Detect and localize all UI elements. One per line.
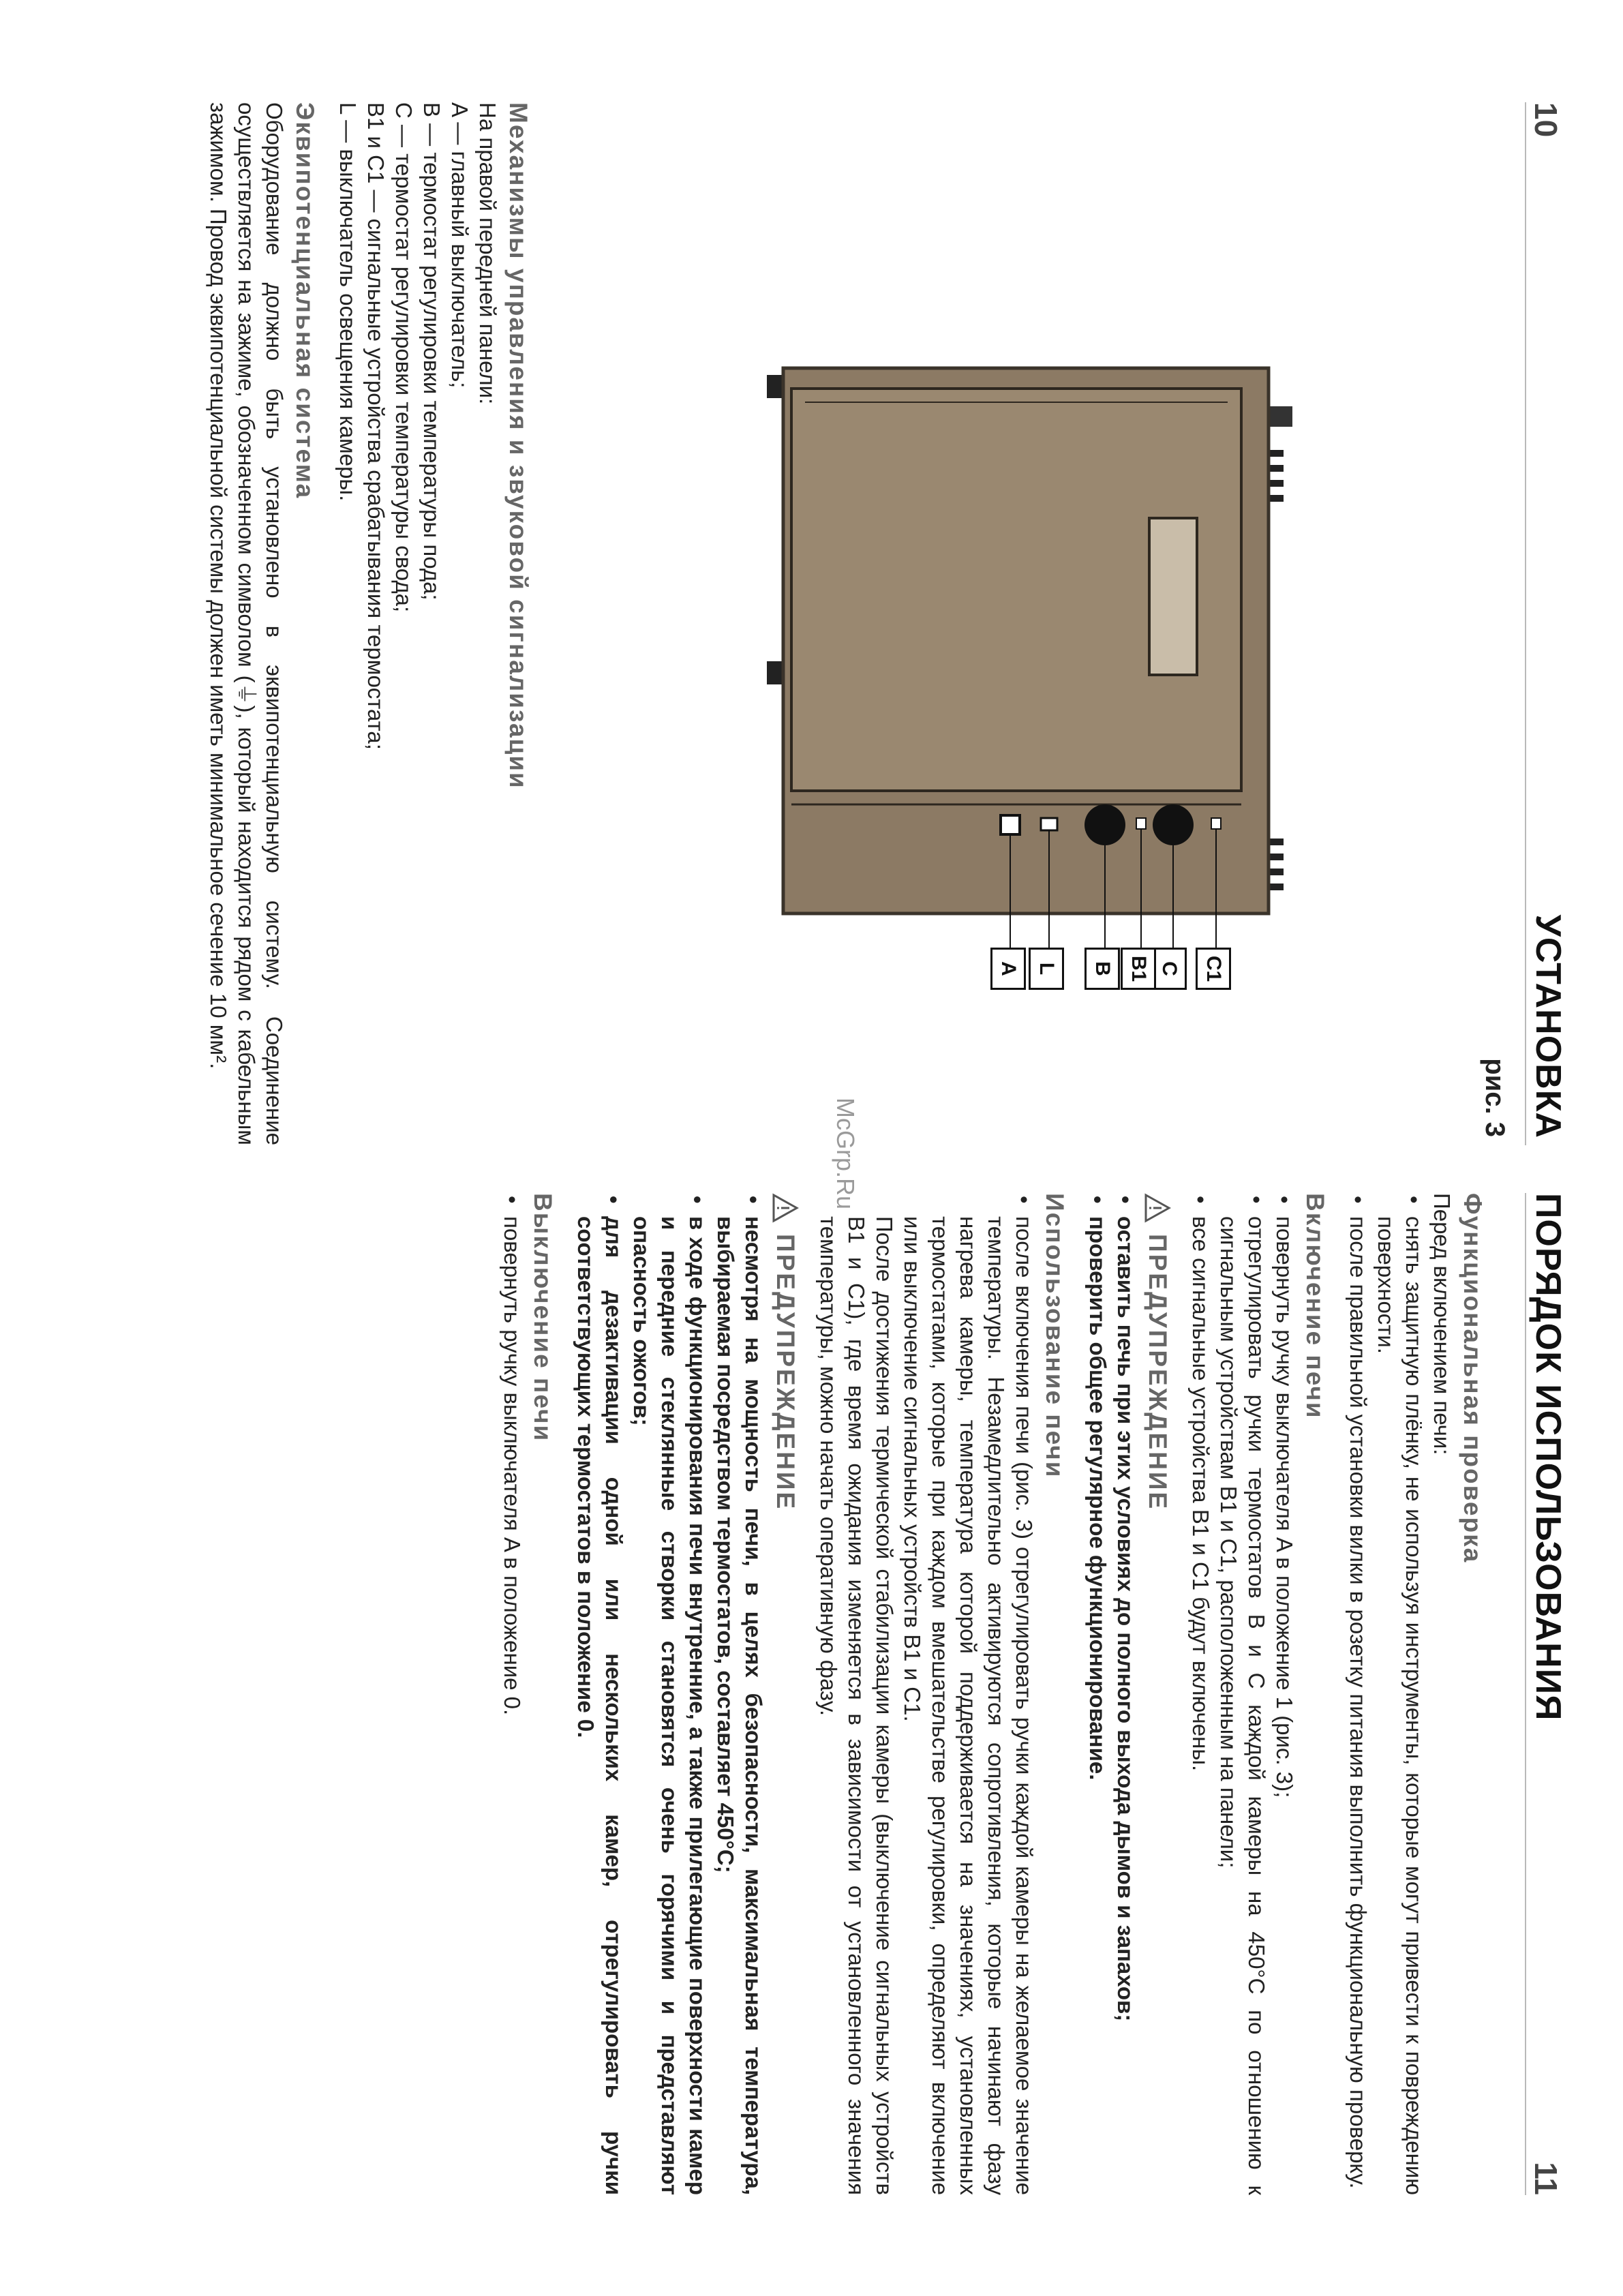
watermark: McGrp.Ru bbox=[832, 1098, 860, 1210]
switch-off-list bbox=[498, 1193, 526, 2195]
functional-check-intro: Перед включением печи: bbox=[1429, 1193, 1455, 1455]
controls-item-c: C — термостат регулировки температуры свода; bbox=[391, 102, 416, 613]
controls-intro: На правой передней панели: bbox=[475, 102, 500, 405]
list-item: • несмотря на мощность печи, в целях безопасности, максимальная температура, выбираемая посредством термостатов, составляет 450°C; bbox=[712, 1193, 768, 2195]
left-text-column bbox=[204, 102, 532, 1145]
list-item: • повернуть ручку выключателя A в положение 1 (рис. 3); bbox=[1271, 1193, 1299, 2195]
callout-b: B bbox=[1084, 948, 1120, 990]
switch-on-heading: Включение печи bbox=[1301, 1193, 1329, 1419]
thermostat-knob-b bbox=[1084, 804, 1125, 845]
list-item: • все сигнальные устройства B1 и C1 будут включены. bbox=[1187, 1193, 1215, 2195]
callout-c: C bbox=[1151, 948, 1187, 990]
list-item: • снять защитную плёнку, не используя инструменты, которые могут привести к повреждению поверхности. bbox=[1372, 1193, 1428, 2195]
figure-label: рис. 3 bbox=[1480, 1058, 1510, 1137]
controls-item-l: L — выключатель освещения камеры. bbox=[335, 102, 361, 502]
list-item: • отрегулировать ручки термостатов B и C каждой камеры на 450°C по отношению к сигнальным устройствам B1 и C1, расположенным на панели; bbox=[1215, 1193, 1271, 2195]
warning-triangle-icon bbox=[772, 1193, 800, 1223]
functional-check-list bbox=[1344, 1193, 1428, 2195]
callout-c1: C1 bbox=[1196, 948, 1231, 990]
callout-a: A bbox=[990, 948, 1026, 990]
list-item: • в ходе функционирования печи внутренние, а также прилегающие поверхности камер и передние стеклянные створки становятся очень горячими и представляют опасность ожогов; bbox=[628, 1193, 712, 2195]
switch-on-list bbox=[1187, 1193, 1299, 2195]
oven-front-diagram bbox=[614, 348, 1378, 1043]
warning-heading-1: ПРЕДУПРЕЖДЕНИЕ bbox=[1144, 1193, 1172, 2195]
callout-l: L bbox=[1029, 948, 1064, 990]
warning-heading-2: ПРЕДУПРЕЖДЕНИЕ bbox=[772, 1193, 800, 2195]
controls-item-a: A — главный выключатель; bbox=[447, 102, 472, 389]
warning-list-1 bbox=[1084, 1193, 1140, 2195]
right-text-column bbox=[498, 1193, 1487, 2195]
usage-paragraph: После достижения термической стабилизации камеры (выключение сигнальных устройств B1 и C1), где время ожидания изменяется в зависимости от установленного значения температуры, можно начать оперативную фазу. bbox=[816, 1216, 897, 2195]
light-switch bbox=[1041, 818, 1057, 830]
list-item: • для дезактивации одной или нескольких камер, отрегулировать ручки соответствующих термостатов в положение 0. bbox=[572, 1193, 628, 2195]
usage-heading: Использование печи bbox=[1041, 1193, 1069, 1479]
warning-list-2 bbox=[572, 1193, 768, 2195]
indicator-b1 bbox=[1136, 818, 1146, 829]
list-item: • оставить печь при этих условиях до полного выхода дымов и запахов; bbox=[1112, 1193, 1140, 2195]
indicator-c1 bbox=[1211, 818, 1221, 829]
list-item: • проверить общее регулярное функционирование. bbox=[1084, 1193, 1112, 2195]
equipotential-text: Оборудование должно быть установлено в эквипотенциальную систему. Соединение осуществляется на зажиме, обозначенном символом (⏚), который находится рядом с кабельным зажимом. Провод эквипотенциальной системы должен иметь минимальное сечение 10 мм². bbox=[206, 102, 287, 1145]
thermostat-knob-c bbox=[1153, 804, 1194, 845]
page-number-right: 11 bbox=[1528, 2162, 1564, 2195]
callout-b1: B1 bbox=[1121, 948, 1156, 990]
usage-list bbox=[898, 1193, 1038, 2195]
section-title-left: УСТАНОВКА bbox=[1528, 914, 1568, 1138]
header-rule-left bbox=[1525, 102, 1526, 1145]
list-item: • после правильной установки вилки в розетку питания выполнить функциональную проверку. bbox=[1344, 1193, 1372, 2195]
controls-item-b1-c1: B1 и C1 — сигнальные устройства срабатывания термостата; bbox=[363, 102, 389, 750]
controls-item-b: B — термостат регулировки температуры пода; bbox=[419, 102, 444, 601]
equipotential-heading: Эквипотенциальная система bbox=[291, 102, 319, 500]
functional-check-heading: Функциональная проверка bbox=[1459, 1193, 1487, 1564]
list-item: • повернуть ручку выключателя A в положение 0. bbox=[498, 1193, 526, 2195]
switch-off-heading: Выключение печи bbox=[529, 1193, 557, 1442]
warning-triangle-icon bbox=[1144, 1193, 1172, 1223]
list-item: • после включения печи (рис. 3) отрегулировать ручки каждой камеры на желаемое значение температуры. Незамедлительно активируются сопротивления, которые начинают фазу нагрева камеры, температура которой поддерживается на значениях, установленных термостатами, которые при каждом вмешательстве регулировки, определяют включение или выключение сигнальных устройств B1 и C1. bbox=[898, 1193, 1038, 2195]
header-rule-right bbox=[1525, 1193, 1526, 2195]
section-title-right: ПОРЯДОК ИСПОЛЬЗОВАНИЯ bbox=[1528, 1193, 1568, 1721]
page-number-left: 10 bbox=[1528, 102, 1564, 138]
controls-heading: Механизмы управления и звуковой сигнализации bbox=[504, 102, 532, 789]
main-switch bbox=[1001, 815, 1020, 834]
